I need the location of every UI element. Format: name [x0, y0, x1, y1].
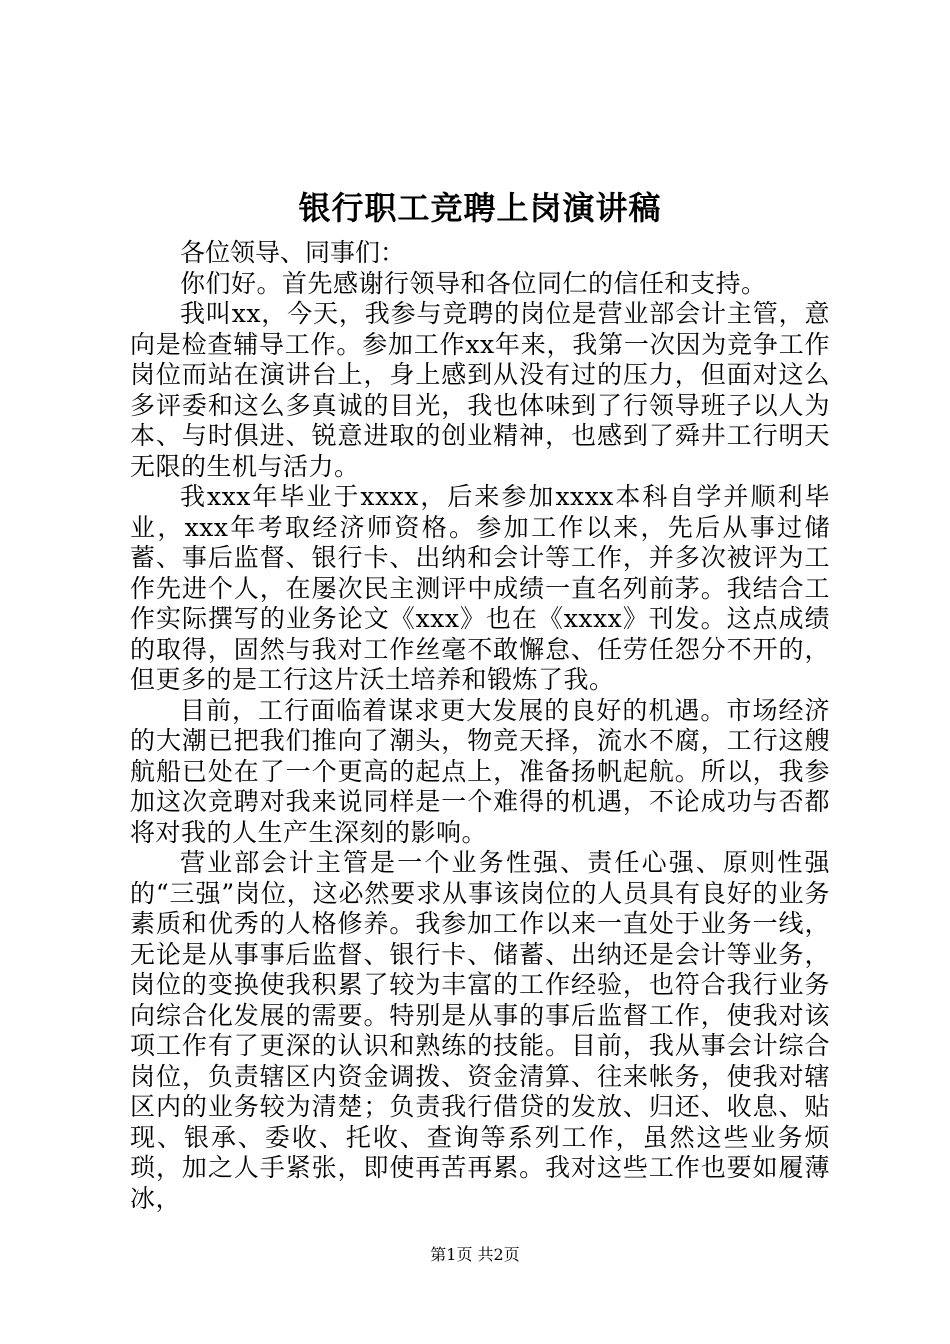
paragraph-opportunity: 目前，工行面临着谋求更大发展的良好的机遇。市场经济的大潮已把我们推向了潮头，物竞天择，流水不腐，工行这艘航船已处在了一个更高的起点上，准备扬帆起航。所以，我参加这次竞聘对我来说同样是一个难得的机遇，不论成功与否都将对我的人生产生深刻的影响。 [130, 695, 830, 847]
paragraph-background: 我xxx年毕业于xxxx，后来参加xxxx本科自学并顺利毕业，xxx年考取经济师资格。参加工作以来，先后从事过储蓄、事后监督、银行卡、出纳和会计等工作，并多次被评为工作先进个人，在屡次民主测评中成绩一直名列前茅。我结合工作实际撰写的业务论文《xxx》也在《xxxx》刊发。这点成绩的取得，固然与我对工作丝毫不敢懈怠、任劳任怨分不开的，但更多的是工行这片沃土培养和锻炼了我。 [130, 482, 830, 694]
paragraph-greeting: 你们好。首先感谢行领导和各位同仁的信任和支持。 [180, 268, 767, 298]
paragraph-qualifications: 营业部会计主管是一个业务性强、责任心强、原则性强的“三强”岗位，这必然要求从事该岗位的人员具有良好的业务素质和优秀的人格修养。我参加工作以来一直处于业务一线，无论是从事事后监督、银行卡、储蓄、出纳还是会计等业务，岗位的变换使我积累了较为丰富的工作经验，也符合我行业务向综合化发展的需要。特别是从事的事后监督工作，使我对该项工作有了更深的认识和熟练的技能。目前，我从事会计综合岗位，负责辖区内资金调拨、资金清算、往来帐务，使我对辖区内的业务较为清楚；负责我行借贷的发放、归还、收息、贴现、银承、委收、托收、查询等系列工作，虽然这些业务烦琐，加之人手紧张，即使再苦再累。我对这些工作也要如履薄冰， [130, 848, 830, 1213]
document-page [130, 186, 830, 1214]
salutation: 各位领导、同事们： [180, 238, 406, 267]
document-title: 银行职工竞聘上岗演讲稿 [298, 189, 662, 227]
paragraph-introduction: 我叫xx，今天，我参与竞聘的岗位是营业部会计主管，意向是检查辅导工作。参加工作xx年来，我第一次因为竞争工作岗位而站在演讲台上，身上感到从没有过的压力，但面对这么多评委和这么多真诚的目光，我也体味到了行领导班子以人为本、与时俱进、锐意进取的创业精神，也感到了舜井工行明天无限的生机与活力。 [130, 299, 830, 481]
page-footer: 第1页 共2页 [430, 1245, 520, 1264]
